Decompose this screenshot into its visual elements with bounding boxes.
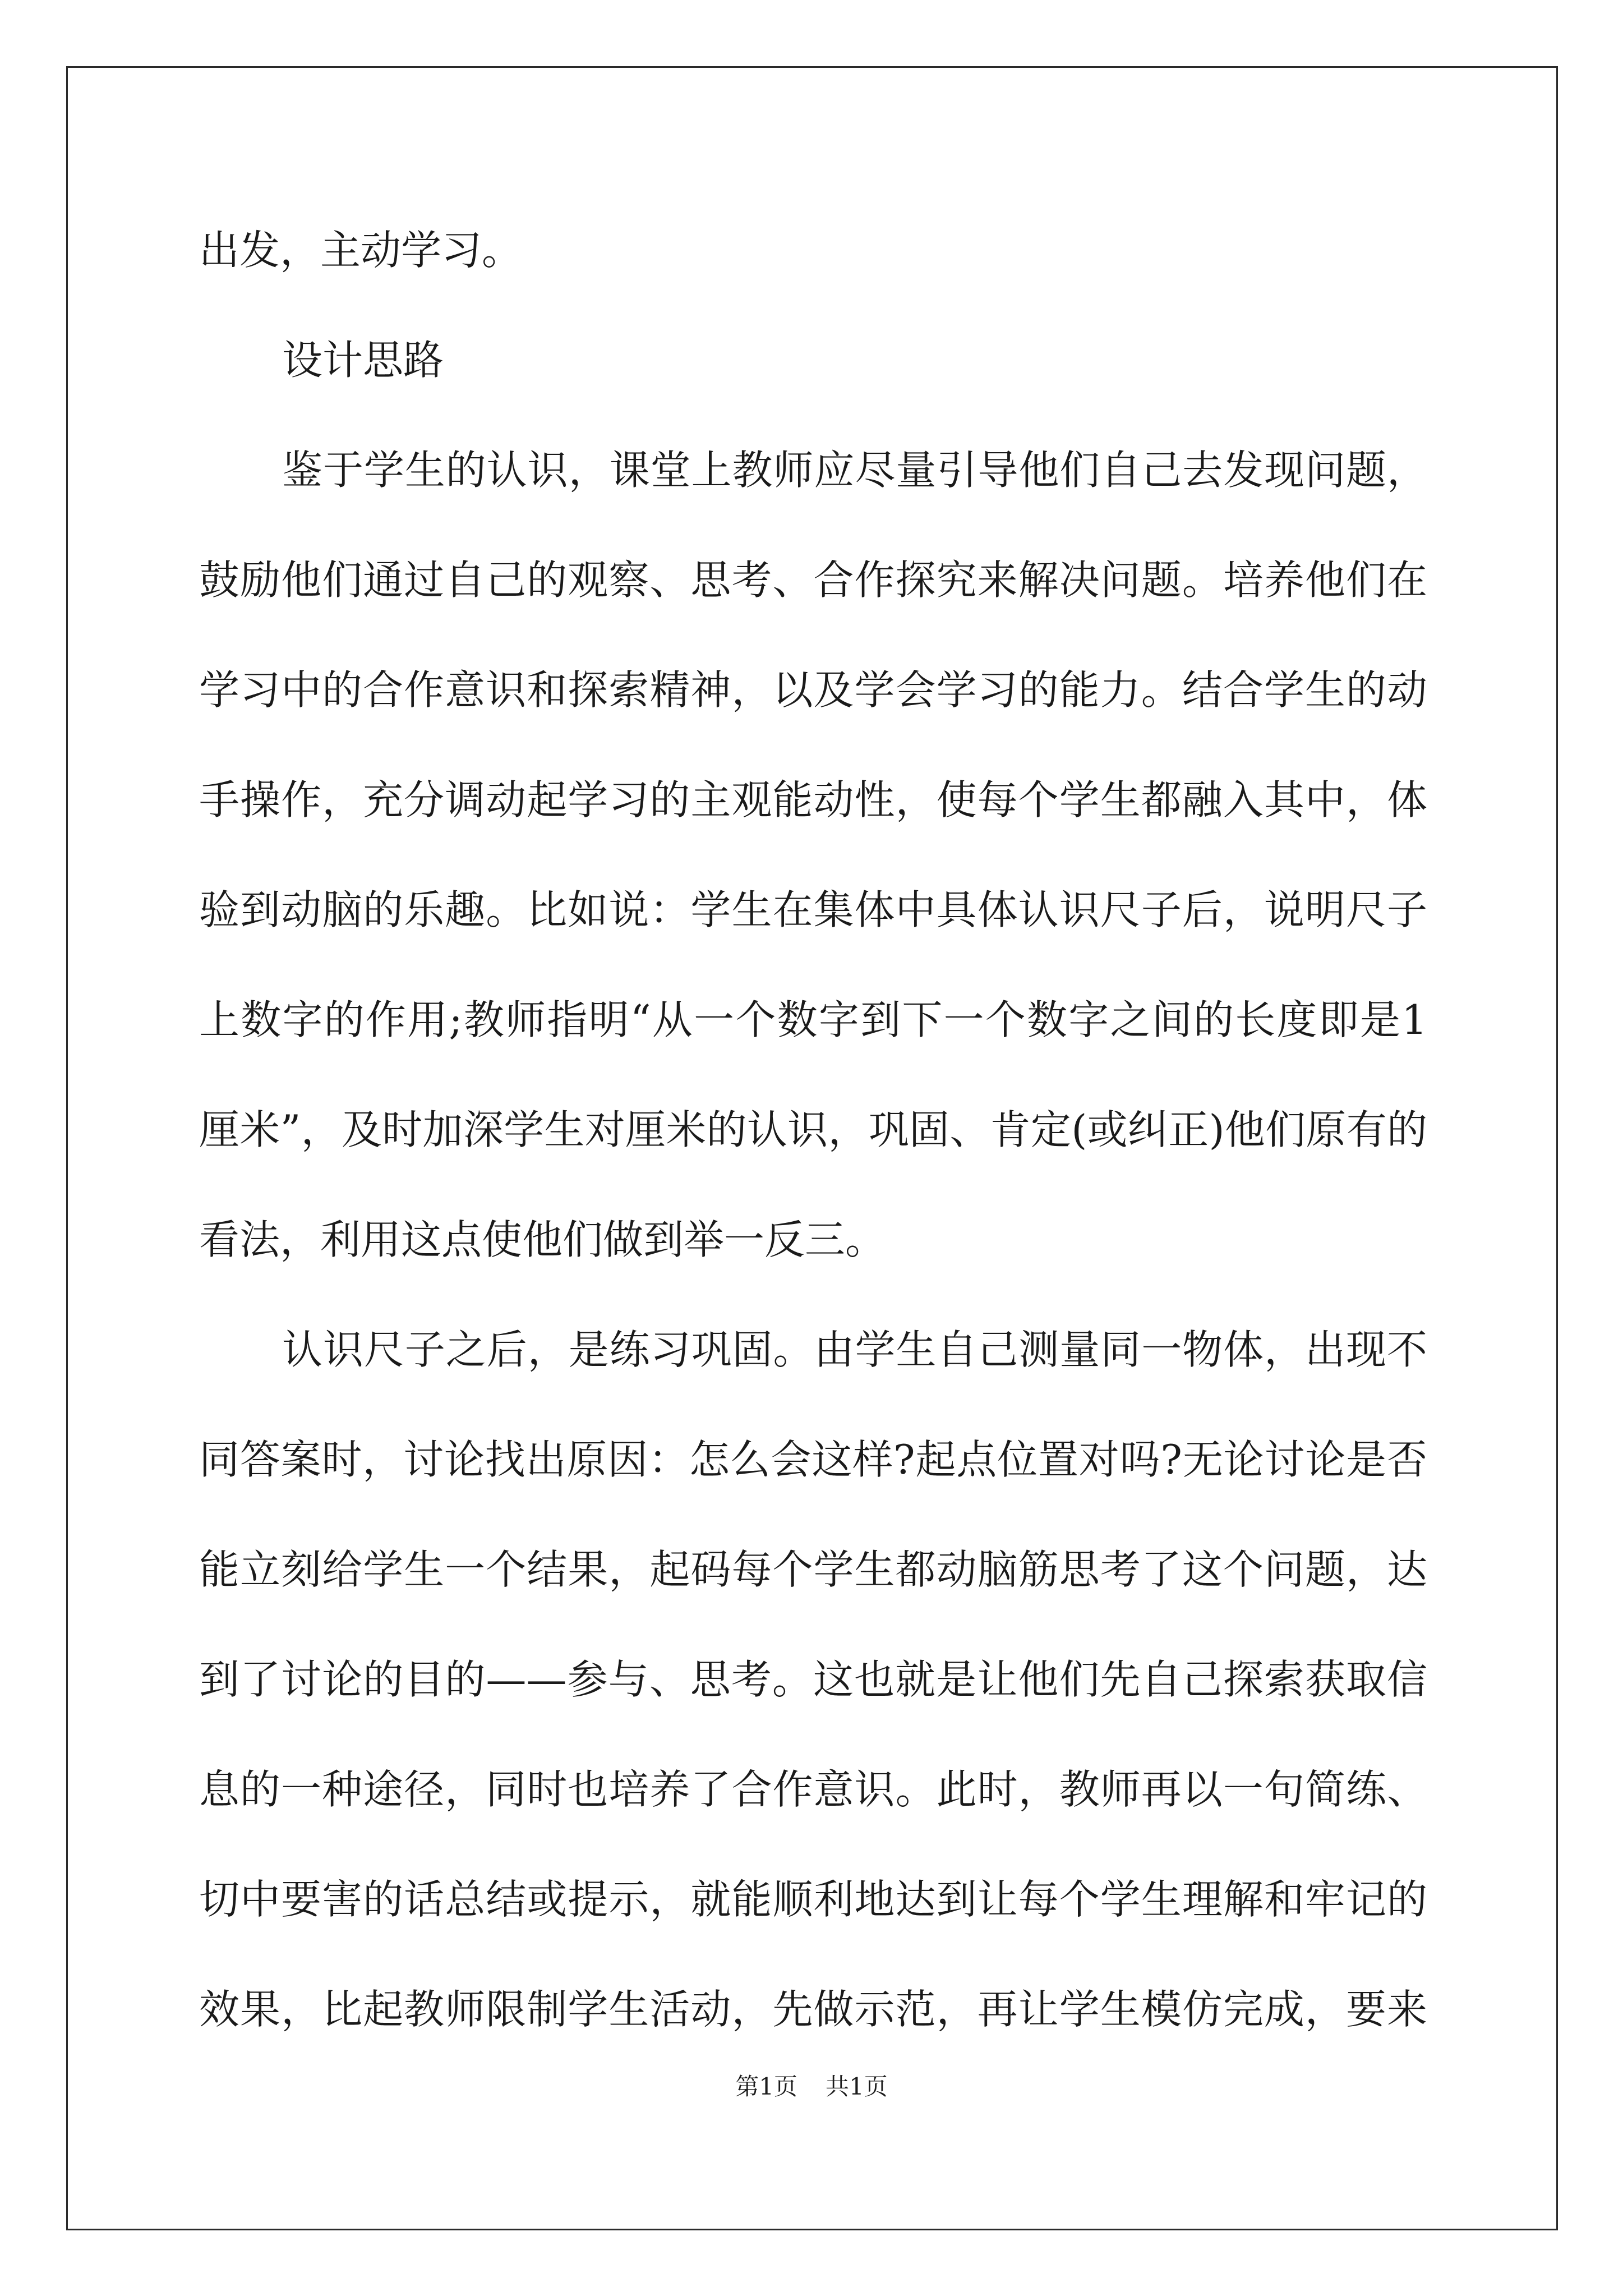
text-line: 出发，主动学习。	[199, 227, 523, 274]
text-line: 看法，利用这点使他们做到举一反三。	[199, 1216, 886, 1263]
text-line: 认识尺子之后，是练习巩固。由学生自己测量同一物体，出现不	[282, 1326, 1427, 1373]
text-line: 厘米”，及时加深学生对厘米的认识，巩固、肯定(或纠正)他们原有的	[199, 1106, 1427, 1153]
page-number: 第1页	[735, 2073, 797, 2100]
text-line: 切中要害的话总结或提示，就能顺利地达到让每个学生理解和牢记的	[199, 1876, 1427, 1923]
text-line: 息的一种途径，同时也培养了合作意识。此时，教师再以一句简练、	[199, 1766, 1427, 1813]
text-line: 手操作，充分调动起学习的主观能动性，使每个学生都融入其中，体	[199, 776, 1427, 823]
text-line: 验到动脑的乐趣。比如说：学生在集体中具体认识尺子后，说明尺子	[199, 886, 1427, 933]
text-line: 设计思路	[282, 337, 444, 384]
text-line: 能立刻给学生一个结果，起码每个学生都动脑筋思考了这个问题，达	[199, 1546, 1427, 1593]
page-total: 共1页	[826, 2073, 888, 2100]
text-line: 效果，比起教师限制学生活动，先做示范，再让学生模仿完成，要来	[199, 1986, 1427, 2033]
text-line: 学习中的合作意识和探索精神，以及学会学习的能力。结合学生的动	[199, 666, 1427, 714]
page-footer	[0, 2070, 1623, 2104]
text-line: 上数字的作用;教师指明“从一个数字到下一个数字之间的长度即是1	[199, 996, 1427, 1043]
document-body	[199, 195, 1427, 2064]
text-line: 鉴于学生的认识，课堂上教师应尽量引导他们自己去发现问题，	[282, 447, 1427, 494]
text-line: 同答案时，讨论找出原因：怎么会这样?起点位置对吗?无论讨论是否	[199, 1436, 1427, 1483]
text-line: 鼓励他们通过自己的观察、思考、合作探究来解决问题。培养他们在	[199, 556, 1427, 604]
text-line: 到了讨论的目的——参与、思考。这也就是让他们先自己探索获取信	[199, 1656, 1427, 1703]
